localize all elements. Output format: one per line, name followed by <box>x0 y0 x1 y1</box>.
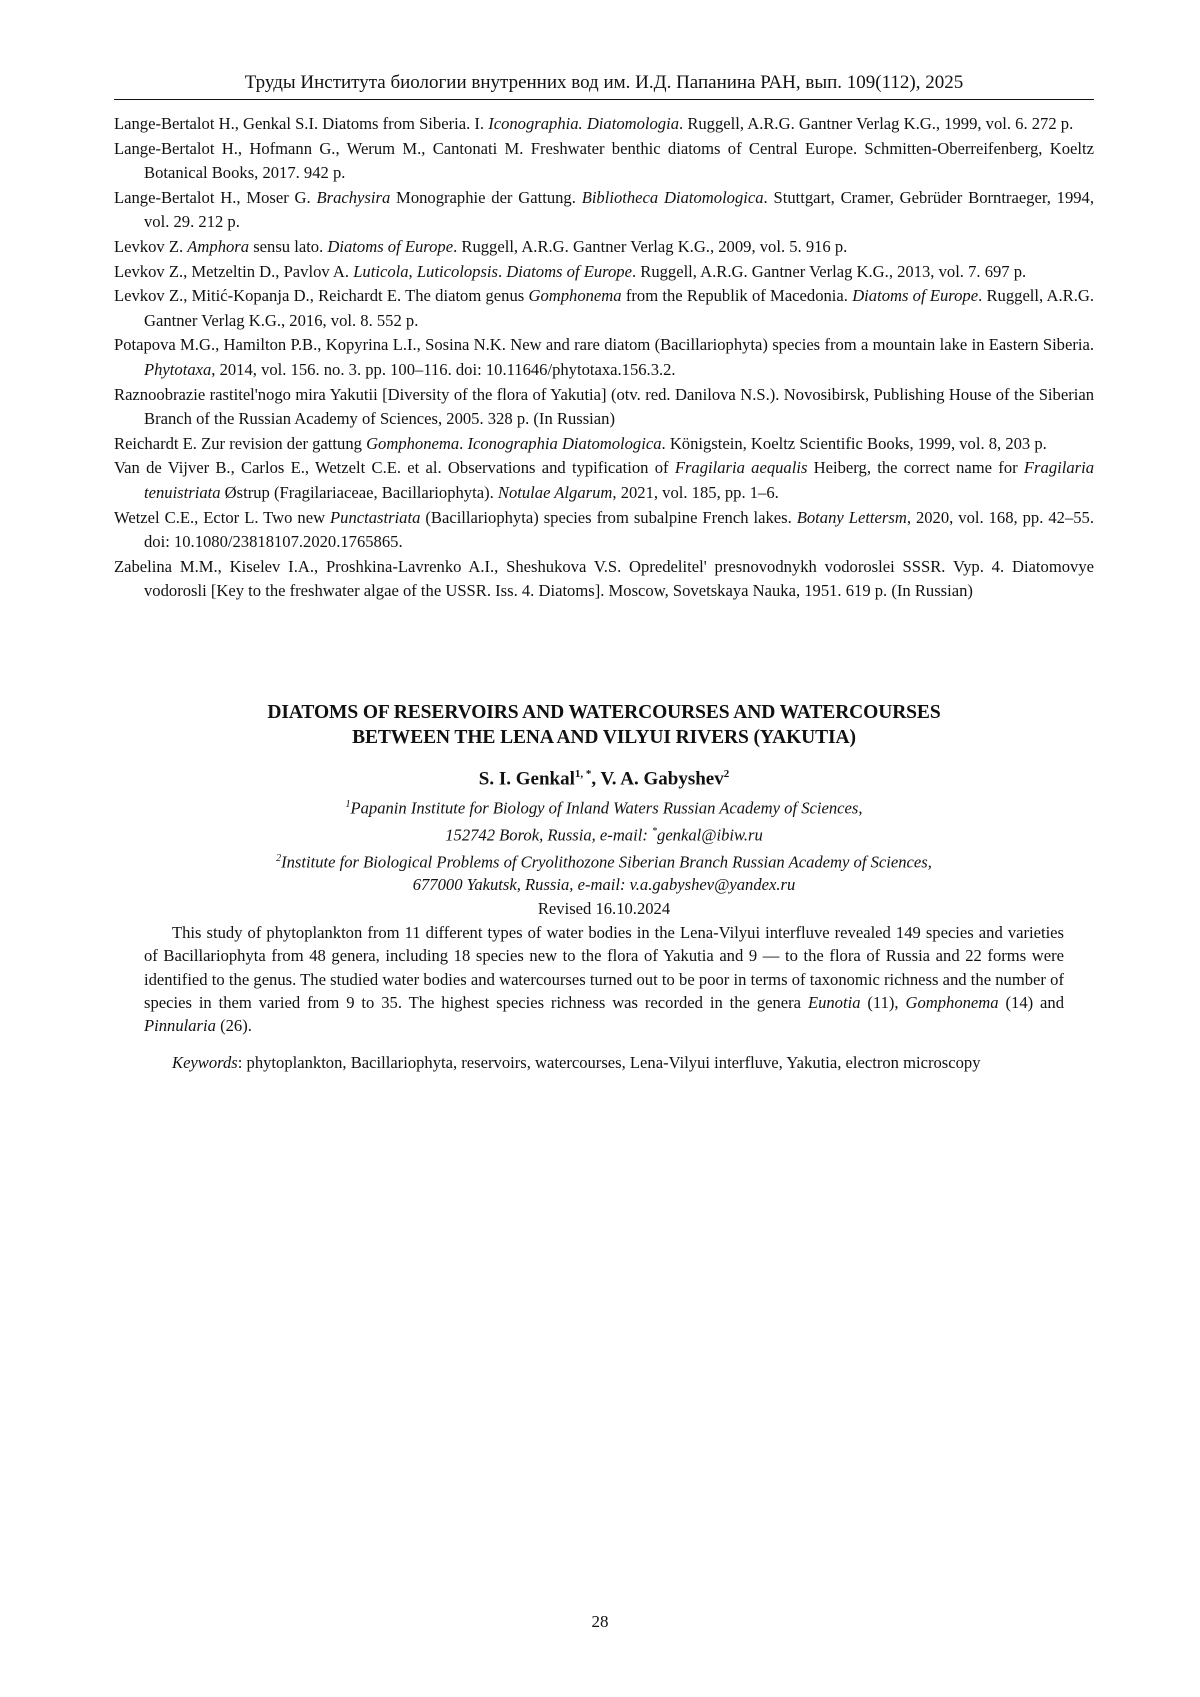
author-affiliation-mark: 2 <box>723 768 730 780</box>
reference-item: Raznoobrazie rastitel'nogo mira Yakutii [Diversity of the flora of Yakutia] (otv. red. Danilova N.S.). Novosibirsk, Publishing House of the Siberian Branch of the Russian Academy of Sciences, 2005. 328 p. (In Russian) <box>114 384 1094 429</box>
email-address: genkal@ibiw.ru <box>657 825 763 845</box>
article-title-line: DIATOMS OF RESERVOIRS AND WATERCOURSES AND WATERCOURSES <box>267 702 941 723</box>
reference-item: Potapova M.G., Hamilton P.B., Kopyrina L.I., Sosina N.K. New and rare diatom (Bacillariophyta) species from a mountain lake in Eastern Siberia. Phytotaxa, 2014, vol. 156. no. 3. pp. 100–116. doi: 10.11646/phytotaxa.156.3.2. <box>114 335 1094 379</box>
reference-item: Reichardt E. Zur revision der gattung Gomphonema. Iconographia Diatomologica. Königstein, Koeltz Scientific Books, 1999, vol. 8, 203 p. <box>114 433 1047 453</box>
reference-item: Levkov Z. Amphora sensu lato. Diatoms of Europe. Ruggell, A.R.G. Gantner Verlag K.G., 2009, vol. 5. 916 p. <box>114 236 848 256</box>
keywords: Keywords: phytoplankton, Bacillariophyta, reservoirs, watercourses, Lena-Vilyui interfluve, Yakutia, electron microscopy <box>172 1053 981 1072</box>
revised-date: Revised 16.10.2024 <box>537 898 671 918</box>
article-title <box>114 700 1094 750</box>
affiliations <box>114 793 1094 920</box>
affiliation-line: 677000 Yakutsk, Russia, e-mail: v.a.gabyshev@yandex.ru <box>412 875 796 895</box>
reference-item: Lange-Bertalot H., Genkal S.I. Diatoms from Siberia. I. Iconographia. Diatomologia. Ruggell, A.R.G. Gantner Verlag K.G., 1999, vol. 6. 272 p. <box>114 114 1074 133</box>
reference-item: Levkov Z., Mitić-Kopanja D., Reichardt E. The diatom genus Gomphonema from the Republik of Macedonia. Diatoms of Europe. Ruggell, A.R.G. Gantner Verlag K.G., 2016, vol. 8. 552 p. <box>114 286 1094 330</box>
keywords-label: Keywords <box>172 1053 238 1072</box>
reference-item: Wetzel C.E., Ector L. Two new Punctastriata (Bacillariophyta) species from subalpine French lakes. Botany Lettersm, 2020, vol. 168, pp. 42–55. doi: 10.1080/23818107.2020.1765865. <box>114 507 1094 552</box>
article-title-line: BETWEEN THE LENA AND VILYUI RIVERS (YAKUTIA) <box>352 727 856 748</box>
affiliation-line: $^1$Papanin Institute for Biology of Inland Waters Russian Academy of Sciences, <box>345 798 863 818</box>
reference-list <box>114 112 1094 604</box>
reference-item: Lange-Bertalot H., Moser G. Brachysira Monographie der Gattung. Bibliotheca Diatomologica. Stuttgart, Cramer, Gebrüder Borntraeger, 1994, vol. 29. 212 p. <box>114 187 1095 232</box>
reference-item: Levkov Z., Metzeltin D., Pavlov A. Luticola, Luticolopsis. Diatoms of Europe. Ruggell, A.R.G. Gantner Verlag K.G., 2013, vol. 7. 697 p. <box>114 261 1027 281</box>
author-affiliation-mark: 1, * <box>574 768 592 780</box>
affiliation-line: $^2$Institute for Biological Problems of Cryolithozone Siberian Branch Russian Academy of Sciences, <box>276 852 932 872</box>
running-header: Труды Института биологии внутренних вод им. И.Д. Папанина РАН, вып. 109(112), 2025 <box>114 72 1094 100</box>
page-number: 28 <box>591 1612 609 1631</box>
authors: S. I. Genkal$^{1, *}$, V. A. Gabyshev$^2$ <box>478 768 730 790</box>
affiliation-line: 152742 Borok, Russia, e-mail: *genkal@ibiw.ru <box>445 825 763 845</box>
reference-item: Van de Vijver B., Carlos E., Wetzelt C.E. et al. Observations and typification of Fragilaria aequalis Heiberg, the correct name for Fragilaria tenuistriata Østrup (Fragilariaceae, Bacillariophyta). Notulae Algarum, 2021, vol. 185, pp. 1–6. <box>114 458 1094 502</box>
reference-item: Zabelina M.M., Kiselev I.A., Proshkina-Lavrenko A.I., Sheshukova V.S. Opredelitel' presnovodnykh vodoroslei SSSR. Vyp. 4. Diatomovye vodorosli [Key to the freshwater algae of the USSR. Iss. 4. Diatoms]. Moscow, Sovetskaya Nauka, 1951. 619 p. (In Russian) <box>114 556 1094 601</box>
author-name: V. A. Gabyshev <box>600 768 724 790</box>
abstract: This study of phytoplankton from 11 different types of water bodies in the Lena-Vilyui interfluve revealed 149 species and varieties of Bacillariophyta from 48 genera, including 18 species new to the flora of Yakutia and 9 — to the flora of Russia and 22 forms were identified to the genus. The studied water bodies and watercourses turned out to be poor in terms of taxonomic richness and the number of species in them varied from 9 to 35. The highest species richness was recorded in the genera Eunotia (11), Gomphonema (14) and Pinnularia (26). <box>144 923 1064 1036</box>
author-name: S. I. Genkal <box>478 768 575 790</box>
reference-item: Lange-Bertalot H., Hofmann G., Werum M., Cantonati M. Freshwater benthic diatoms of Central Europe. Schmitten-Oberreifenberg, Koeltz Botanical Books, 2017. 942 p. <box>114 138 1094 183</box>
